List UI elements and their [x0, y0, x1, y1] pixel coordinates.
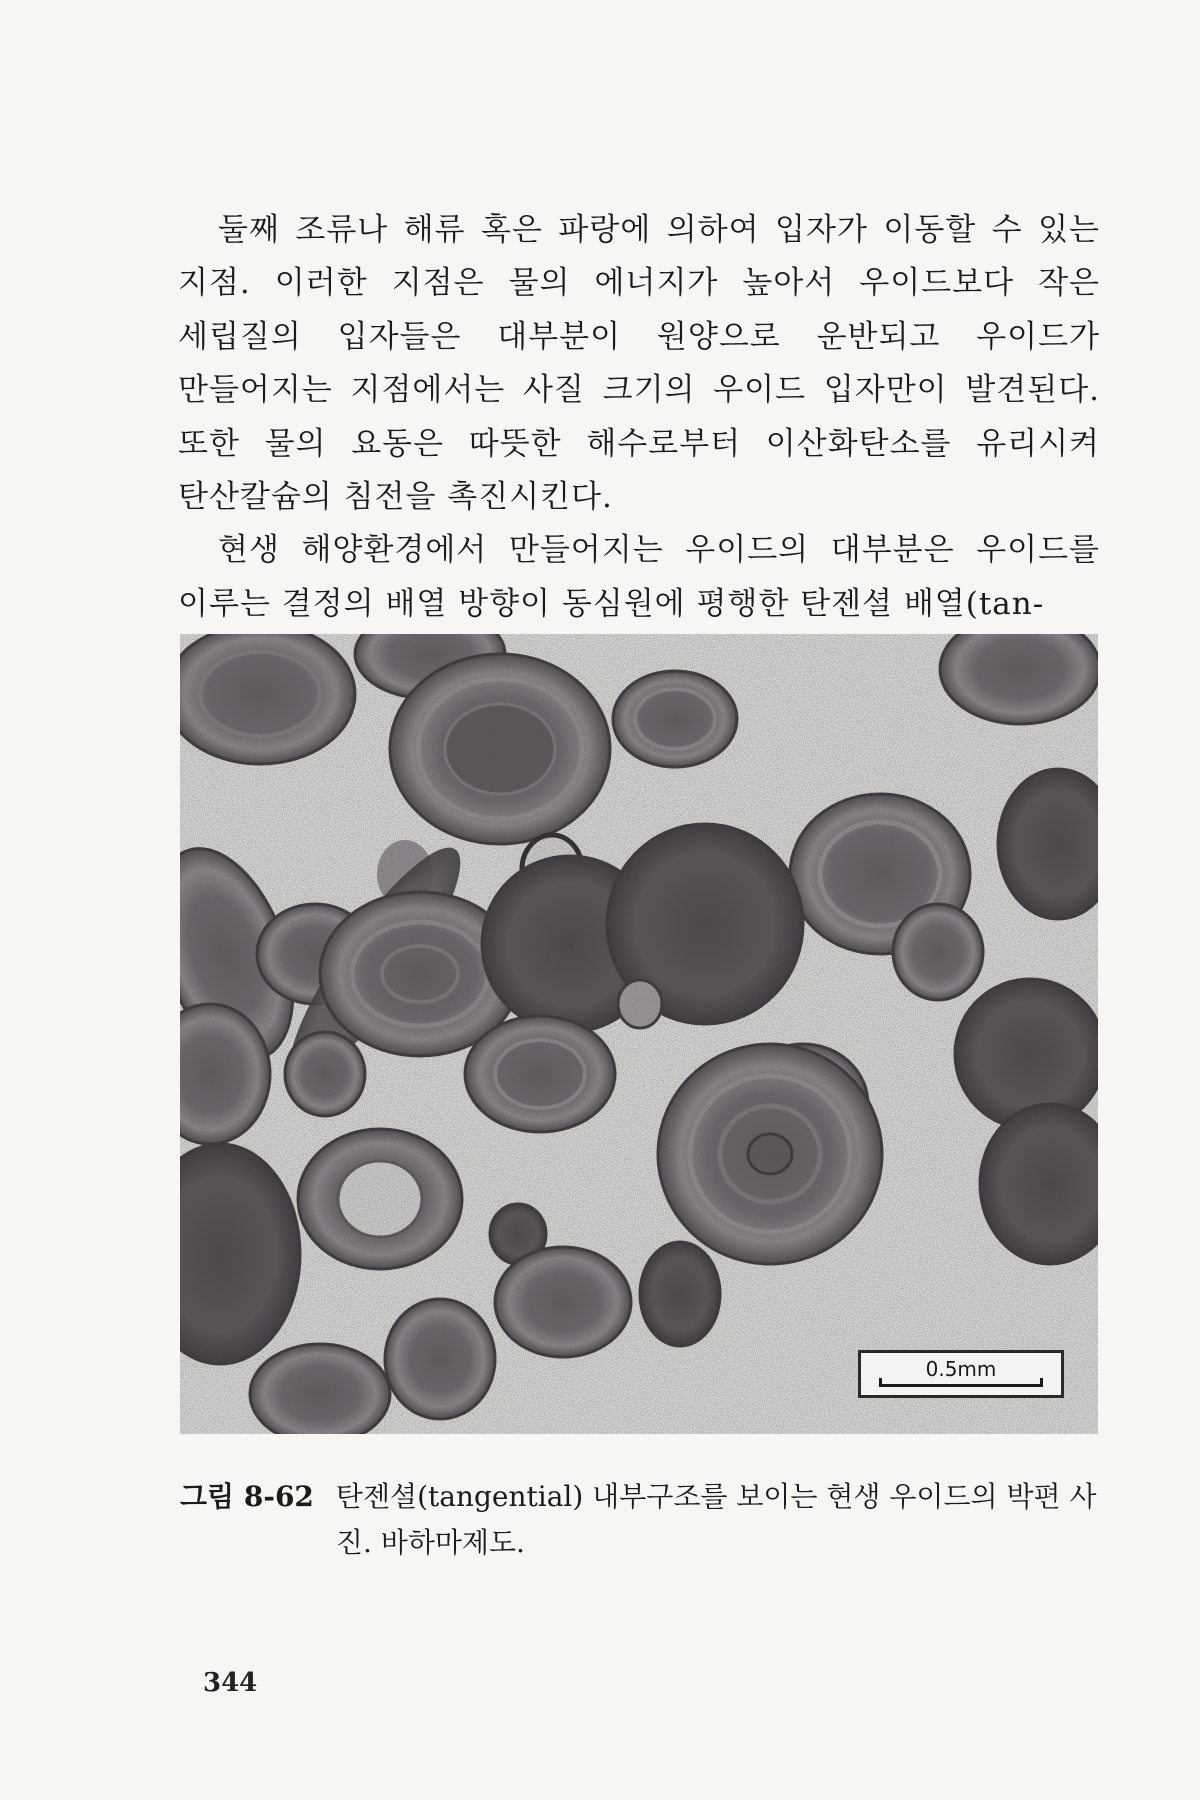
- scale-bar: [879, 1384, 1043, 1387]
- ooid-thin-section-photo: [180, 634, 1098, 1434]
- body-text: [178, 204, 1100, 631]
- figure-caption: [180, 1474, 1098, 1566]
- scale-bar-box: [858, 1350, 1064, 1398]
- paragraph-1: 둘째 조류나 해류 혹은 파랑에 의하여 입자가 이동할 수 있는 지점. 이러한 지점은 물의 에너지가 높아서 우이드보다 작은 세립질의 입자들은 대부분이 원양으로 운반되고 우이드가 만들어지는 지점에서는 사질 크기의 우이드 입자만이 발견된다. 또한 물의 요동은 따뜻한 해수로부터 이산화탄소를 유리시켜 탄산칼슘의 침전을 촉진시킨다.: [178, 212, 1100, 516]
- caption-text: 탄젠셜(tangential) 내부구조를 보이는 현생 우이드의 박편 사진. 바하마제도.: [335, 1480, 1097, 1559]
- page-number: 344: [203, 1668, 258, 1698]
- micrograph-drawing: [180, 634, 1098, 1434]
- paragraph-2: 현생 해양환경에서 만들어지는 우이드의 대부분은 우이드를 이루는 결정의 배열 방향이 동심원에 평행한 탄젠셜 배열(tan-: [178, 532, 1100, 622]
- caption-label: 그림 8-62: [180, 1480, 314, 1513]
- scale-label: 0.5mm: [925, 1357, 997, 1381]
